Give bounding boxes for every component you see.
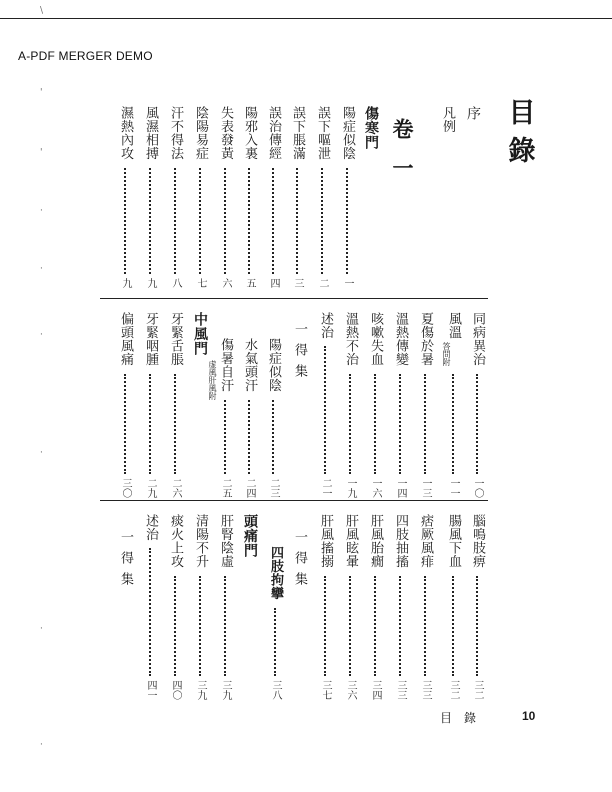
leader-dots bbox=[174, 168, 176, 274]
page-number: 五 bbox=[244, 278, 255, 288]
toc-entry: 咳嗽失血 bbox=[368, 312, 383, 366]
scan-speck: · bbox=[40, 448, 43, 458]
toc-entry: 肝腎陰虛 bbox=[218, 514, 233, 568]
toc-entry: 清陽不升 bbox=[193, 514, 208, 568]
page-number: 三 bbox=[292, 278, 303, 288]
page-number: 四〇 bbox=[170, 680, 181, 700]
toc-entry: 腸風下血 bbox=[446, 514, 461, 568]
leader-dots bbox=[399, 576, 401, 676]
leader-dots bbox=[248, 168, 250, 274]
title-char-1: 目 bbox=[508, 98, 536, 129]
leader-dots bbox=[272, 400, 274, 474]
toc-note: 答問附 bbox=[442, 342, 451, 366]
page-number: 二六 bbox=[170, 478, 181, 498]
page-number: 一〇 bbox=[472, 478, 483, 498]
toc-entry: 腦鳴肢痹 bbox=[470, 514, 485, 568]
toc-entry: 夏傷於暑 bbox=[418, 312, 433, 366]
toc-entry: 水氣頭汗 bbox=[242, 338, 257, 392]
page-number: 三九 bbox=[220, 680, 231, 700]
toc-entry: 肝風眩暈 bbox=[343, 514, 358, 568]
leader-dots bbox=[149, 548, 151, 676]
page-number: 三二 bbox=[448, 680, 459, 700]
toc-entry: 溫熱不治 bbox=[343, 312, 358, 366]
toc-entry: 同病異治 bbox=[470, 312, 485, 366]
leader-dots bbox=[476, 374, 478, 474]
page-number: 三六 bbox=[345, 680, 356, 700]
preface-fanli: 凡例 bbox=[440, 106, 455, 133]
leader-dots bbox=[424, 576, 426, 676]
toc-entry: 述治 bbox=[143, 514, 158, 541]
toc-entry: 風溫 bbox=[446, 312, 461, 339]
page-number: 四一 bbox=[145, 680, 156, 700]
toc-entry: 風濕相搏 bbox=[143, 106, 158, 160]
footer-page-number: 10 bbox=[522, 709, 536, 723]
page-number: 四 bbox=[268, 278, 279, 288]
page-number: 二四 bbox=[244, 478, 255, 498]
page-number: 三三 bbox=[395, 680, 406, 700]
toc-entry: 汗不得法 bbox=[168, 106, 183, 160]
page-number: 一六 bbox=[370, 478, 381, 498]
leader-dots bbox=[224, 168, 226, 274]
juan-label: 卷一 bbox=[390, 118, 415, 196]
leader-dots bbox=[149, 168, 151, 274]
page-number: 三九 bbox=[195, 680, 206, 700]
leader-dots bbox=[224, 400, 226, 474]
leader-dots bbox=[174, 576, 176, 676]
leader-dots bbox=[199, 576, 201, 676]
scan-speck: ' bbox=[40, 88, 43, 98]
page-number: 二三 bbox=[268, 478, 279, 498]
page-number: 九 bbox=[120, 278, 131, 288]
leader-dots bbox=[324, 576, 326, 676]
title-char-2: 錄 bbox=[508, 136, 536, 167]
section-header-shanghan: 傷寒門 bbox=[363, 106, 379, 150]
leader-dots bbox=[424, 374, 426, 474]
footer-label: 目 錄 bbox=[440, 711, 477, 725]
leader-dots bbox=[272, 168, 274, 274]
leader-dots bbox=[452, 374, 454, 474]
toc-entry: 誤治傳經 bbox=[266, 106, 281, 160]
top-rule bbox=[0, 18, 612, 19]
leader-dots bbox=[224, 576, 226, 676]
toc-entry: 陽邪入裏 bbox=[242, 106, 257, 160]
toc-entry: 肝風搐搦 bbox=[318, 514, 333, 568]
page-number: 七 bbox=[195, 278, 206, 288]
preface-xu: 序 bbox=[465, 106, 481, 121]
page-number: 九 bbox=[145, 278, 156, 288]
leader-dots bbox=[349, 374, 351, 474]
toc-entry: 傷暑自汗 bbox=[218, 338, 233, 392]
toc-entry: 陰陽易症 bbox=[193, 106, 208, 160]
leader-dots bbox=[199, 168, 201, 274]
leader-dots bbox=[124, 374, 126, 474]
toc-entry: 陽症似陰 bbox=[266, 338, 281, 392]
toc-entry: 陽症似陰 bbox=[340, 106, 355, 160]
page-number: 一 bbox=[342, 278, 353, 288]
scan-speck: · bbox=[40, 624, 43, 634]
toc-entry: 誤下嘔泄 bbox=[315, 106, 330, 160]
toc-entry: 濕熱內攻 bbox=[118, 106, 133, 160]
toc-entry: 四肢抽搐 bbox=[393, 514, 408, 568]
page-number: 三七 bbox=[320, 680, 331, 700]
scan-speck: · bbox=[40, 264, 43, 274]
toc-entry: 四肢拘攣 bbox=[268, 546, 283, 600]
page-number: 一四 bbox=[395, 478, 406, 498]
scan-speck: \ bbox=[40, 6, 44, 16]
section-header-toutong: 頭痛門 bbox=[242, 514, 258, 558]
toc-entry: 牙緊舌脹 bbox=[168, 312, 183, 366]
toc-entry: 肝風胎癇 bbox=[368, 514, 383, 568]
toc-note: 虚風肝風附 bbox=[208, 360, 217, 400]
toc-entry: 偏頭風痛 bbox=[118, 312, 133, 366]
watermark: A-PDF MERGER DEMO bbox=[18, 49, 153, 63]
toc-entry: 牙緊咽腫 bbox=[143, 312, 158, 366]
toc-entry: 痰火上攻 bbox=[168, 514, 183, 568]
page-number: 二 bbox=[317, 278, 328, 288]
page-number: 二一 bbox=[320, 478, 331, 498]
section-divider bbox=[100, 298, 488, 299]
page-number: 三三 bbox=[420, 680, 431, 700]
scan-speck: · bbox=[40, 740, 43, 750]
toc-entry: 溫熱傳變 bbox=[393, 312, 408, 366]
leader-dots bbox=[346, 168, 348, 274]
page-number: 一三 bbox=[420, 478, 431, 498]
page-number: 一九 bbox=[345, 478, 356, 498]
section-header-zhongfeng: 中風門 bbox=[192, 312, 208, 356]
toc-entry: 誤下脹滿 bbox=[290, 106, 305, 160]
leader-dots bbox=[324, 346, 326, 474]
scan-speck: · bbox=[40, 330, 43, 340]
leader-dots bbox=[248, 400, 250, 474]
leader-dots bbox=[296, 168, 298, 274]
leader-dots bbox=[349, 576, 351, 676]
leader-dots bbox=[399, 374, 401, 474]
leader-dots bbox=[374, 374, 376, 474]
de-ji-label: 一得集 bbox=[118, 530, 133, 593]
de-ji-label: 一得集 bbox=[292, 530, 307, 593]
page-number: 六 bbox=[220, 278, 231, 288]
leader-dots bbox=[452, 576, 454, 676]
page-number: 一一 bbox=[448, 478, 459, 498]
page-number: 三二 bbox=[472, 680, 483, 700]
leader-dots bbox=[274, 608, 276, 676]
leader-dots bbox=[124, 168, 126, 274]
leader-dots bbox=[374, 576, 376, 676]
leader-dots bbox=[174, 374, 176, 474]
page-number: 三四 bbox=[370, 680, 381, 700]
toc-entry: 痞厥風痱 bbox=[418, 514, 433, 568]
page-number: 八 bbox=[170, 278, 181, 288]
toc-entry: 失表發黃 bbox=[218, 106, 233, 160]
toc-entry: 述治 bbox=[318, 312, 333, 339]
page-number: 三八 bbox=[270, 680, 281, 700]
section-divider bbox=[100, 500, 488, 501]
leader-dots bbox=[321, 168, 323, 274]
de-ji-label: 一得集 bbox=[292, 322, 307, 385]
scan-speck: · bbox=[40, 206, 43, 216]
page-number: 二五 bbox=[220, 478, 231, 498]
page-number: 二九 bbox=[145, 478, 156, 498]
leader-dots bbox=[149, 374, 151, 474]
scan-speck: ' bbox=[40, 148, 43, 158]
leader-dots bbox=[476, 576, 478, 676]
page-number: 三〇 bbox=[120, 478, 131, 498]
